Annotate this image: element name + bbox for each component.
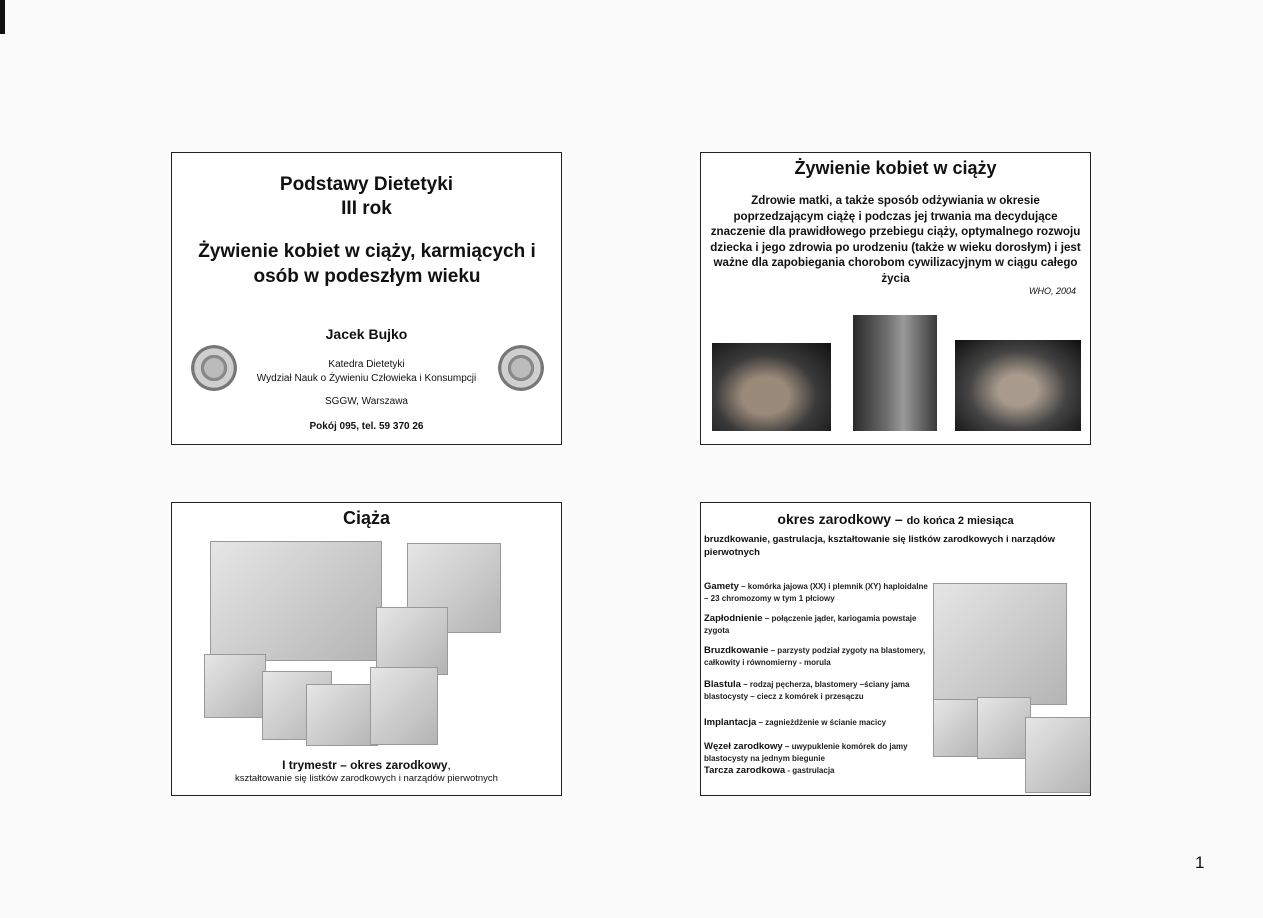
city: SGGW, Warszawa (325, 396, 408, 407)
slide3-title: Ciąża (342, 508, 391, 528)
term-fertilization (704, 613, 930, 636)
pregnant-woman-photo (853, 315, 937, 431)
subtitle-line-1: Żywienie kobiet w ciąży, karmiących i (198, 241, 536, 262)
title-line-2: III rok (341, 198, 392, 219)
slide2-citation: WHO, 2004 (1028, 286, 1076, 296)
term-label: Gamety (704, 581, 739, 592)
embryo-illustration-2 (977, 697, 1031, 759)
slide3-caption-line2: kształtowanie się listków zarodkowych i narządów pierwotnych (235, 773, 498, 784)
slide1-subtitle (178, 239, 556, 289)
subtitle-line-2: osób w podeszłym wieku (253, 266, 481, 287)
embryo-illustration-3 (1025, 717, 1091, 793)
slide1-title (172, 173, 561, 221)
embryo-illustration-3 (204, 654, 266, 718)
title-small: do końca 2 miesiąca (906, 515, 1014, 527)
dept-line-2: Wydział Nauk o Żywieniu Człowieka i Konsumpcji (256, 373, 477, 384)
term-desc: – zagnieżdżenie w ścianie macicy (756, 718, 887, 727)
term-desc: – połączenie jąder, kariogamia powstaje zygota (704, 614, 917, 635)
term-label: Implantacja (704, 717, 757, 728)
term-desc: - gastrulacja (785, 766, 835, 775)
slide-embryonic-period (700, 502, 1091, 796)
embryo-illustration-6 (370, 667, 438, 745)
embryo-illustration-1 (933, 699, 983, 757)
slide2-title: Żywienie kobiet w ciąży (794, 158, 997, 178)
term-embryonic-node (704, 741, 930, 764)
term-implantation (704, 717, 930, 729)
term-desc: – rodzaj pęcherza, blastomery –ściany jama blastocysty – ciecz z komórek i przesączu (704, 680, 910, 701)
term-desc: – parzysty podział zygoty na blastomery, całkowity i równomierny - morula (704, 646, 926, 667)
embryo-development-diagram (933, 583, 1067, 705)
term-desc: – komórka jajowa (XX) i plemnik (XY) haploidalne – 23 chromozomy w tym 1 płciowy (704, 582, 928, 603)
term-embryonic-disc (704, 765, 930, 777)
title-line-1: Podstawy Dietetyki (279, 174, 454, 195)
department (172, 358, 561, 386)
ultrasound-image-1 (712, 343, 831, 431)
term-desc: – uwypuklenie komórek do jamy blastocysty na jednym biegunie (704, 742, 908, 763)
term-label: Bruzdkowanie (704, 645, 769, 656)
room-contact: Pokój 095, tel. 59 370 26 (309, 421, 424, 432)
title-main: okres zarodkowy – (777, 511, 907, 527)
scan-edge-mark (0, 0, 5, 34)
term-cleavage (704, 645, 930, 668)
slide-pregnancy (171, 502, 562, 796)
page-number: 1 (1195, 853, 1205, 872)
embryo-illustration-2 (376, 607, 448, 675)
term-label: Zapłodnienie (704, 613, 763, 624)
slide2-body: Zdrowie matki, a także sposób odżywiania w okresie poprzedzającym ciążę i podczas jej trwania ma decydujące znaczenie dla prawidłowego przebiegu ciąży, optymalnego rozwoju dziecka i jego zdrowia po urodzeniu (także w wieku dorosłym) i jest ważne dla zapobiegania chorobom cywilizacyjnym w ciągu całego życia (710, 194, 1081, 285)
term-gametes (704, 581, 930, 604)
term-blastula (704, 679, 930, 702)
caption-end: , (447, 758, 451, 772)
term-label: Węzeł zarodkowy (704, 741, 783, 752)
ultrasound-image-2 (955, 340, 1081, 431)
embryo-development-diagram (210, 541, 382, 661)
slide-title (171, 152, 562, 445)
slide-pregnancy-nutrition (700, 152, 1091, 445)
slide4-title (701, 511, 1090, 527)
caption-bold: I trymestr – okres zarodkowy (282, 758, 448, 772)
embryo-illustration-5 (306, 684, 378, 746)
term-label: Blastula (704, 679, 741, 690)
slide4-intro: bruzdkowanie, gastrulacja, kształtowanie się listków zarodkowych i narządów pierwotnych (704, 534, 1056, 558)
author-name: Jacek Bujko (325, 326, 408, 342)
term-label: Tarcza zarodkowa (704, 765, 786, 776)
dept-line-1: Katedra Dietetyki (328, 359, 405, 370)
slide3-caption (172, 758, 561, 772)
